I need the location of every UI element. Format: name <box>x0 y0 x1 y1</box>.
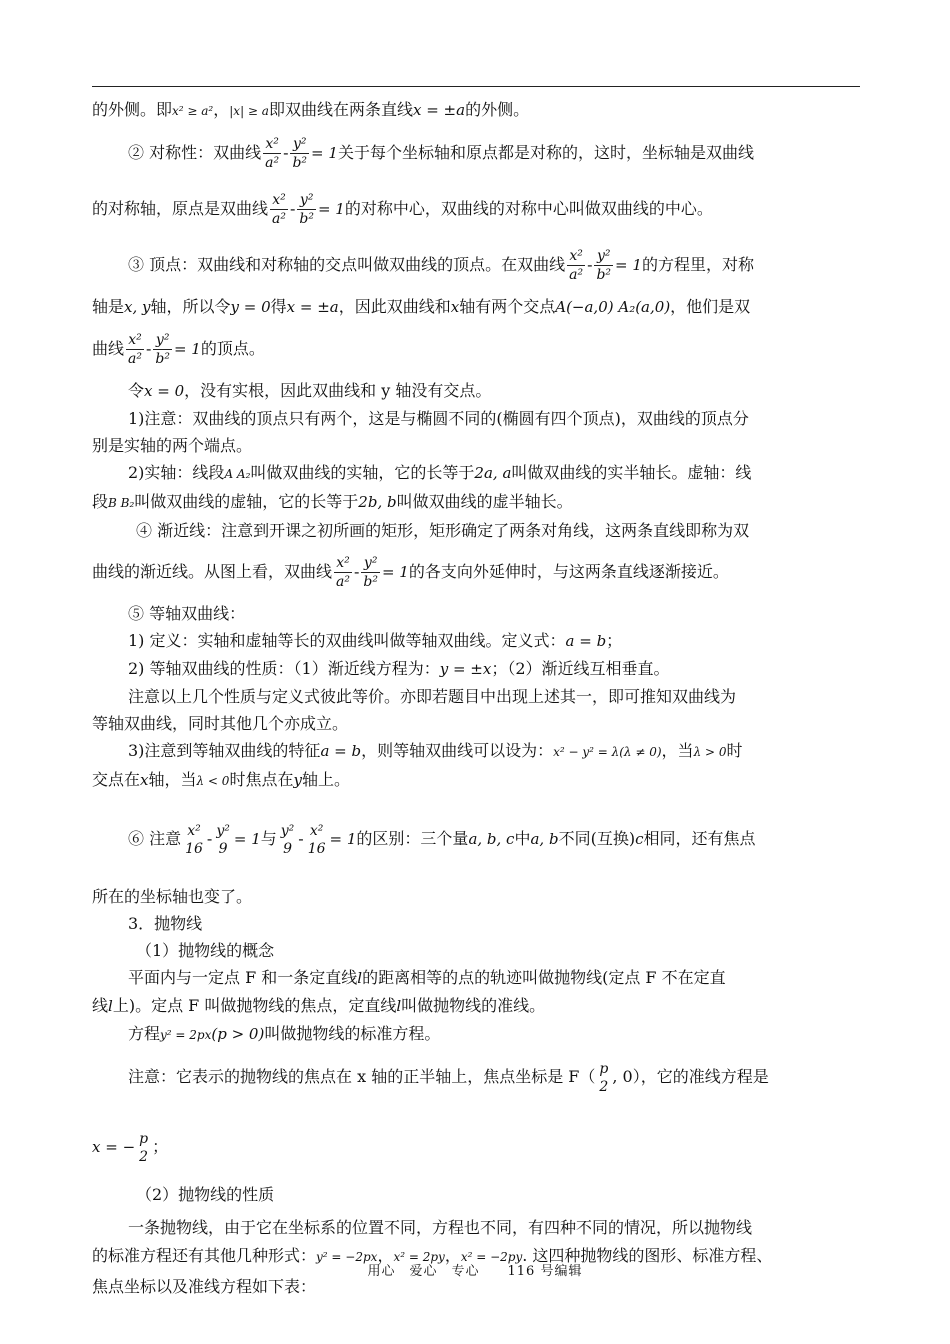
paragraph-line: 一条抛物线，由于它在坐标系的位置不同，方程也不同，有四种不同的情况，所以抛物线 <box>128 1218 753 1237</box>
paragraph-line: 曲线 $\frac{\text{x²}}{\text{a²}}$ - $\frac{\text{y²}}{\text{b²}}$ = 1的顶点。 <box>92 332 265 367</box>
paragraph-line: 等轴双曲线，同时其他几个亦成立。 <box>92 714 349 733</box>
paragraph-line: 平面内与一定点 F 和一条定直线l的距离相等的点的轨迹叫做抛物线(定点 F 不在定直 <box>128 968 726 987</box>
paragraph-line: ⑥ 注意 x² 16 - y² 9 = 1与 y² 9 - x² 16 = 1的区别：三个量a, b, c中a, b不同(互换)c相同，还有焦点 <box>128 822 756 857</box>
paragraph-line: 3)注意到等轴双曲线的特征a = b，则等轴双曲线可以设为：x² − y² = λ(λ ≠ 0)，当λ > 0时 <box>128 741 743 760</box>
page-footer: 用心 爱心 专心 116 号编辑 <box>367 1264 583 1279</box>
fraction: $\frac{\text{y²}}{\text{b²}}$ <box>299 192 314 227</box>
subsection-heading: （1）抛物线的概念 <box>136 941 275 960</box>
paragraph-line <box>92 96 860 125</box>
fraction: $\frac{\text{x²}}{\text{a²}}$ <box>272 192 286 227</box>
fraction: $\frac{\text{x²}}{\text{a²}}$ <box>128 332 142 367</box>
section-heading: 3．抛物线 <box>128 914 203 933</box>
fraction: x² 16 <box>307 822 326 857</box>
document-body <box>92 96 860 1302</box>
fraction: $\frac{\text{x²}}{\text{a²}}$ <box>336 555 350 590</box>
fraction: p 2 <box>599 1060 609 1095</box>
paragraph-line: 令x = 0，没有实根，因此双曲线和 y 轴没有交点。 <box>128 381 492 400</box>
paragraph-line: 2)实轴：线段A A₂叫做双曲线的实轴，它的长等于2a, a叫做双曲线的实半轴长。虚轴：线 <box>128 463 752 482</box>
paragraph-line: ⑤ 等轴双曲线： <box>128 604 246 623</box>
text: ③ 顶点：双曲线和对称轴的交点叫做双曲线的顶点。在双曲线 <box>128 255 566 274</box>
text: 的对称轴，原点是双曲线 <box>92 199 269 218</box>
text: 关于每个坐标轴和原点都是对称的，这时，坐标轴是双曲线 <box>337 143 754 162</box>
paragraph-line: 轴是x, y轴，所以令y = 0得x = ±a，因此双曲线和x轴有两个交点A(−a,0) A₂(a,0)，他们是双 <box>92 297 751 316</box>
fraction: $\frac{\text{y²}}{\text{b²}}$ <box>363 555 378 590</box>
paragraph-line: 的标准方程还有其他几种形式：y² = −2px，x² = 2py，x² = −2py. 这四种抛物线的图形、标准方程、 <box>92 1246 773 1265</box>
text: ② 对称性：双曲线 <box>128 143 262 162</box>
text: 的对称中心，双曲线的对称中心叫做双曲线的中心。 <box>344 199 713 218</box>
paragraph-line: 1)注意：双曲线的顶点只有两个，这是与椭圆不同的(椭圆有四个顶点)，双曲线的顶点分 <box>128 409 749 428</box>
paragraph-line: ③ 顶点：双曲线和对称轴的交点叫做双曲线的顶点。在双曲线 $\frac{\text{x²}}{\text{a²}}$ - $\frac{\text{y²}}{\text{b²}}$ = 1的方程里，对称 <box>128 248 754 283</box>
paragraph-line: 注意以上几个性质与定义式彼此等价。亦即若题目中出现上述其一，即可推知双曲线为 <box>128 687 737 706</box>
header-rule <box>92 86 860 87</box>
fraction: p 2 <box>139 1130 149 1165</box>
paragraph-line: ② 对称性：双曲线 $\frac{\text{x²}}{\text{a²}}$ - $\frac{\text{y²}}{\text{b²}}$ = 1关于每个坐标轴和原点都是对称的，这时，坐标轴是双曲线 <box>128 136 754 171</box>
paragraph-line: 交点在x轴，当λ < 0时焦点在y轴上。 <box>92 770 350 789</box>
paragraph-line: 别是实轴的两个端点。 <box>92 436 253 455</box>
paragraph-line: 2) 等轴双曲线的性质：（1）渐近线方程为：y = ±x；（2）渐近线互相垂直。 <box>128 659 670 678</box>
text: 的外侧。 <box>465 100 530 119</box>
math: |x| ≥ a <box>229 104 269 118</box>
fraction: $\frac{\text{y²}}{\text{b²}}$ <box>155 332 170 367</box>
paragraph-line: 的对称轴，原点是双曲线 $\frac{\text{x²}}{\text{a²}}$ - $\frac{\text{y²}}{\text{b²}}$ = 1的对称中心，双曲线的对称中心叫做双曲线的中心。 <box>92 192 713 227</box>
fraction: y² 9 <box>216 822 230 857</box>
paragraph-line: 曲线的渐近线。从图上看，双曲线 $\frac{\text{x²}}{\text{a²}}$ - $\frac{\text{y²}}{\text{b²}}$ = 1的各支向外延伸时，与这两条直线逐渐接近。 <box>92 555 729 590</box>
fraction: $\frac{\text{y²}}{\text{b²}}$ <box>596 248 612 283</box>
text: 的外侧。即 <box>92 100 173 119</box>
math: x = ±a <box>412 101 466 119</box>
paragraph-line: 所在的坐标轴也变了。 <box>92 887 253 906</box>
fraction: $\frac{\text{x²}}{\text{a²}}$ <box>569 248 584 283</box>
text: ， <box>213 100 230 119</box>
fraction: x² 16 <box>185 822 203 857</box>
math: x² ≥ a² <box>172 104 214 118</box>
subsection-heading: （2）抛物线的性质 <box>136 1185 275 1204</box>
paragraph-line: 1) 定义：实轴和虚轴等长的双曲线叫做等轴双曲线。定义式：a = b； <box>128 631 623 650</box>
paragraph-line: x = − p 2 ； <box>92 1130 169 1165</box>
paragraph-line: 方程y² = 2px(p > 0)叫做抛物线的标准方程。 <box>128 1024 441 1043</box>
paragraph-line: 线l上)。定点 F 叫做抛物线的焦点，定直线l叫做抛物线的准线。 <box>92 996 546 1015</box>
fraction: $\frac{\text{y²}}{\text{b²}}$ <box>292 136 308 171</box>
paragraph-line: 注意：它表示的抛物线的焦点在 x 轴的正半轴上，焦点坐标是 F（ p 2 , 0），它的准线方程是 <box>128 1060 769 1095</box>
text: 即双曲线在两条直线 <box>268 100 413 119</box>
text: 的方程里，对称 <box>641 255 754 274</box>
paragraph-line: ④ 渐近线：注意到开课之初所画的矩形，矩形确定了两条对角线，这两条直线即称为双 <box>136 521 750 540</box>
fraction: y² 9 <box>280 822 295 857</box>
fraction: $\frac{\text{x²}}{\text{a²}}$ <box>265 136 280 171</box>
paragraph-line: 段B B₂叫做双曲线的虚轴，它的长等于2b, b叫做双曲线的虚半轴长。 <box>92 492 573 511</box>
paragraph-line: 焦点坐标以及准线方程如下表： <box>92 1277 317 1296</box>
